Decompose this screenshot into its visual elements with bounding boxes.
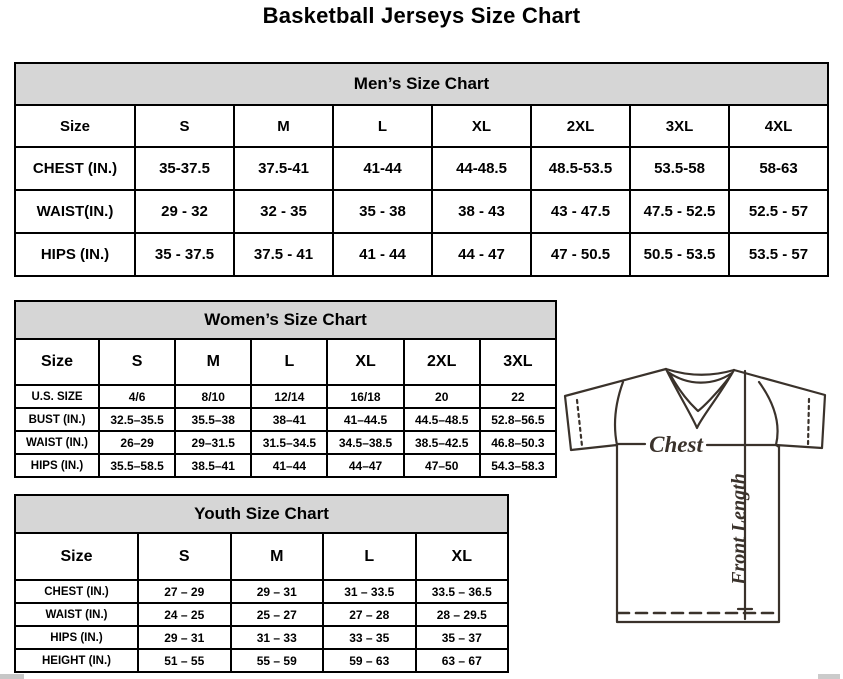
cell: 27 – 28 xyxy=(323,603,416,626)
cell: 33.5 – 36.5 xyxy=(416,580,509,603)
cell: 16/18 xyxy=(327,385,403,408)
table-row xyxy=(15,385,556,408)
cell: 38.5–42.5 xyxy=(404,431,480,454)
cell: 28 – 29.5 xyxy=(416,603,509,626)
mens-col-size: Size xyxy=(15,105,135,147)
table-row xyxy=(15,431,556,454)
table-row xyxy=(15,454,556,477)
cell: 46.8–50.3 xyxy=(480,431,556,454)
cell: 38.5–41 xyxy=(175,454,251,477)
youth-height-label: HEIGHT (IN.) xyxy=(15,649,138,672)
womens-size-table xyxy=(14,300,557,478)
mens-col-xl: XL xyxy=(432,105,531,147)
cell: 35 - 38 xyxy=(333,190,432,233)
youth-chest-label: CHEST (IN.) xyxy=(15,580,138,603)
cell: 44-48.5 xyxy=(432,147,531,190)
youth-chart-title: Youth Size Chart xyxy=(15,495,508,533)
mens-col-s: S xyxy=(135,105,234,147)
cell: 29 – 31 xyxy=(138,626,231,649)
cell: 43 - 47.5 xyxy=(531,190,630,233)
cell: 34.5–38.5 xyxy=(327,431,403,454)
table-row xyxy=(15,147,828,190)
womens-col-xl: XL xyxy=(327,339,403,385)
table-row xyxy=(15,580,508,603)
cell: 31.5–34.5 xyxy=(251,431,327,454)
chest-label: Chest xyxy=(649,432,703,457)
cell: 54.3–58.3 xyxy=(480,454,556,477)
cell: 20 xyxy=(404,385,480,408)
womens-waist-label: WAIST (IN.) xyxy=(15,431,99,454)
cell: 41-44 xyxy=(333,147,432,190)
right-cuff-dashes xyxy=(808,399,809,446)
mens-chart-title: Men’s Size Chart xyxy=(15,63,828,105)
womens-hips-label: HIPS (IN.) xyxy=(15,454,99,477)
table-row xyxy=(15,190,828,233)
cell: 47.5 - 52.5 xyxy=(630,190,729,233)
cell: 59 – 63 xyxy=(323,649,416,672)
mens-chest-label: CHEST (IN.) xyxy=(15,147,135,190)
womens-chart-title: Women’s Size Chart xyxy=(15,301,556,339)
cropped-scrollbar-right[interactable] xyxy=(818,674,840,679)
cell: 41 - 44 xyxy=(333,233,432,276)
page-title: Basketball Jerseys Size Chart xyxy=(262,3,581,28)
mens-col-l: L xyxy=(333,105,432,147)
youth-waist-label: WAIST (IN.) xyxy=(15,603,138,626)
cell: 4/6 xyxy=(99,385,175,408)
cell: 32.5–35.5 xyxy=(99,408,175,431)
mens-col-m: M xyxy=(234,105,333,147)
cell: 51 – 55 xyxy=(138,649,231,672)
womens-ussize-label: U.S. SIZE xyxy=(15,385,99,408)
mens-size-table xyxy=(14,62,829,277)
cropped-scrollbar-left[interactable] xyxy=(0,674,24,679)
mens-col-3xl: 3XL xyxy=(630,105,729,147)
womens-col-size: Size xyxy=(15,339,99,385)
womens-col-3xl: 3XL xyxy=(480,339,556,385)
table-row xyxy=(15,626,508,649)
table-row xyxy=(15,603,508,626)
youth-size-table xyxy=(14,494,509,673)
cell: 29 – 31 xyxy=(231,580,324,603)
table-row xyxy=(15,233,828,276)
cell: 31 – 33.5 xyxy=(323,580,416,603)
youth-col-s: S xyxy=(138,533,231,580)
cell: 29 - 32 xyxy=(135,190,234,233)
mens-col-4xl: 4XL xyxy=(729,105,828,147)
table-row xyxy=(15,649,508,672)
cell: 35.5–38 xyxy=(175,408,251,431)
mens-waist-label: WAIST(IN.) xyxy=(15,190,135,233)
cell: 31 – 33 xyxy=(231,626,324,649)
cell: 38 - 43 xyxy=(432,190,531,233)
youth-col-l: L xyxy=(323,533,416,580)
cell: 35 – 37 xyxy=(416,626,509,649)
womens-col-l: L xyxy=(251,339,327,385)
table-row xyxy=(15,408,556,431)
mens-hips-label: HIPS (IN.) xyxy=(15,233,135,276)
front-length-label: Front Length xyxy=(728,473,750,585)
cell: 22 xyxy=(480,385,556,408)
womens-header-row xyxy=(15,339,556,385)
cell: 52.5 - 57 xyxy=(729,190,828,233)
cell: 35.5–58.5 xyxy=(99,454,175,477)
cell: 24 – 25 xyxy=(138,603,231,626)
youth-header-row xyxy=(15,533,508,580)
cell: 44.5–48.5 xyxy=(404,408,480,431)
cell: 29–31.5 xyxy=(175,431,251,454)
cell: 53.5-58 xyxy=(630,147,729,190)
cell: 58-63 xyxy=(729,147,828,190)
cell: 25 – 27 xyxy=(231,603,324,626)
cell: 55 – 59 xyxy=(231,649,324,672)
cell: 41–44 xyxy=(251,454,327,477)
cell: 35-37.5 xyxy=(135,147,234,190)
womens-col-m: M xyxy=(175,339,251,385)
cell: 38–41 xyxy=(251,408,327,431)
cell: 50.5 - 53.5 xyxy=(630,233,729,276)
cell: 32 - 35 xyxy=(234,190,333,233)
cell: 63 – 67 xyxy=(416,649,509,672)
cell: 53.5 - 57 xyxy=(729,233,828,276)
mens-col-2xl: 2XL xyxy=(531,105,630,147)
cell: 27 – 29 xyxy=(138,580,231,603)
womens-col-s: S xyxy=(99,339,175,385)
cell: 37.5-41 xyxy=(234,147,333,190)
youth-col-size: Size xyxy=(15,533,138,580)
collar-outline xyxy=(666,369,734,375)
left-armhole-seam xyxy=(615,382,623,445)
cell: 48.5-53.5 xyxy=(531,147,630,190)
cell: 33 – 35 xyxy=(323,626,416,649)
cell: 52.8–56.5 xyxy=(480,408,556,431)
womens-bust-label: BUST (IN.) xyxy=(15,408,99,431)
cell: 8/10 xyxy=(175,385,251,408)
cell: 47–50 xyxy=(404,454,480,477)
womens-col-2xl: 2XL xyxy=(404,339,480,385)
cell: 41–44.5 xyxy=(327,408,403,431)
right-armhole-seam xyxy=(759,382,778,445)
youth-col-m: M xyxy=(231,533,324,580)
youth-col-xl: XL xyxy=(416,533,509,580)
cell: 47 - 50.5 xyxy=(531,233,630,276)
cell: 35 - 37.5 xyxy=(135,233,234,276)
cell: 26–29 xyxy=(99,431,175,454)
cell: 12/14 xyxy=(251,385,327,408)
jersey-measurement-diagram xyxy=(555,355,843,635)
cell: 44–47 xyxy=(327,454,403,477)
cell: 44 - 47 xyxy=(432,233,531,276)
left-cuff-dashes xyxy=(577,400,582,446)
cell: 37.5 - 41 xyxy=(234,233,333,276)
mens-header-row xyxy=(15,105,828,147)
youth-hips-label: HIPS (IN.) xyxy=(15,626,138,649)
